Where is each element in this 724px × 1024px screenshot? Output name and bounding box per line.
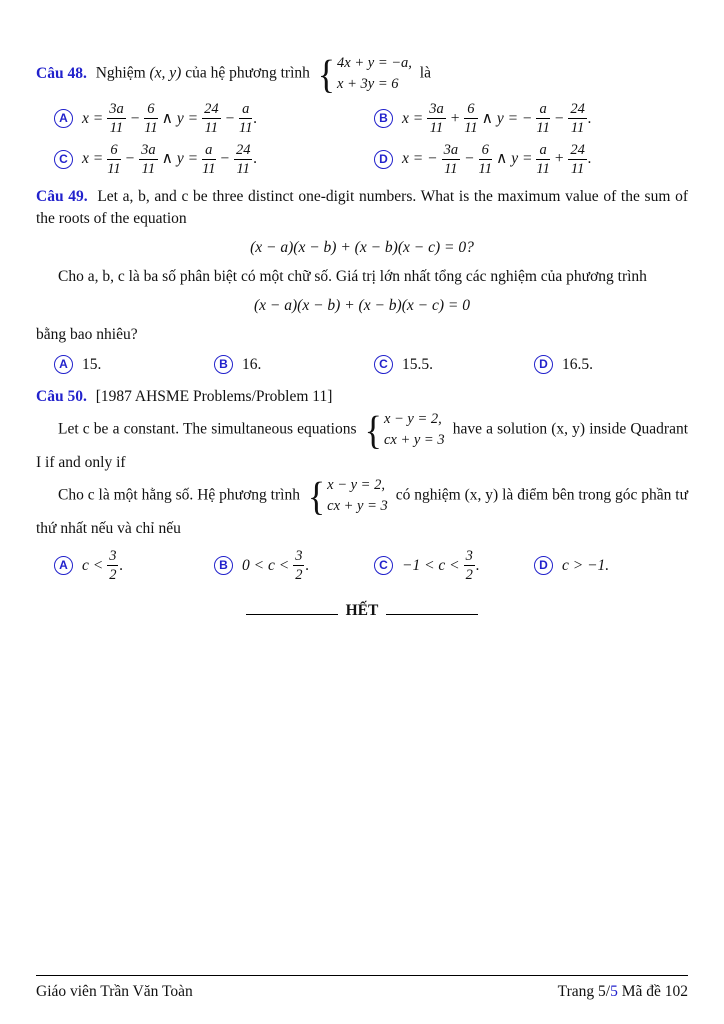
option-math [402,101,592,136]
option-letter-badge: C [374,355,393,374]
fraction-numerator: 3a [139,142,158,160]
question-50 [36,386,688,584]
question-48-suffix: là [419,64,431,82]
fraction-denominator: 11 [236,160,250,177]
fraction [139,142,158,177]
question-48 [36,52,688,177]
option-math [82,548,123,583]
math-mid: ∧ y = [161,109,199,127]
fraction [144,101,157,136]
left-brace-icon: { [307,473,326,519]
option-value: 15.5. [402,355,433,373]
fraction-denominator: 11 [204,120,219,137]
question-50-label: Câu 50. [36,387,87,405]
system-equation-2: x + 3y = 6 [337,76,399,93]
fraction [536,142,549,177]
math-lead: x = [82,109,104,127]
fraction-numerator: 24 [234,142,253,160]
option-letter-badge: B [214,355,233,374]
question-48-intro-1: Nghiệm [95,64,146,82]
left-brace-icon: { [364,407,382,453]
question-49-vietnamese-text: Cho a, b, c là ba số phân biệt có một chữ số. Giá trị lớn nhất tổng các nghiệm của phương trình [58,267,647,285]
system-equation-2: cx + y = 3 [383,431,445,448]
fraction-numerator: 3 [464,548,475,566]
option-value: 16.5. [562,355,593,373]
question-49 [36,186,688,376]
page-footer [36,975,688,1003]
fraction-numerator: 3 [293,548,304,566]
fraction [107,142,120,177]
question-50-header [36,386,688,408]
math-mid: ∧ y = [161,150,199,168]
fraction-numerator: 6 [464,101,477,119]
system-equation-1: 4x + y = −a, [337,55,412,71]
fraction [107,548,118,583]
option-math [82,142,257,177]
fraction-denominator: 2 [109,567,117,584]
question-49-equation-en: (x − a)(x − b) + (x − b)(x − c) = 0? [250,238,474,256]
text-segment: có nghiệm (x, y) là điểm bên trong góc phần tư thứ nhất nếu và chỉ nếu [36,486,689,538]
system-equation-1: x − y = 2, [327,477,385,493]
system-equation-2: cx + y = 3 [327,498,388,515]
fraction-denominator: 11 [429,120,444,137]
fraction-numerator: 6 [107,142,120,160]
option-49-a [54,354,214,376]
option-letter-badge: D [534,556,553,575]
option-50-b [214,548,374,583]
footer-teacher-name: Giáo viên Trần Văn Toàn [36,983,193,1000]
math-lead: x = − [402,150,438,168]
fraction-denominator: 11 [109,120,124,137]
fraction [568,101,587,136]
fraction-numerator: 3a [427,101,446,119]
system-equation-1: x − y = 2, [383,410,442,427]
option-48-a [54,101,374,136]
question-49-english-text: Let a, b, and c be three distinct one-digit numbers. What is the maximum value of the sum of the roots of the equation [36,187,688,227]
option-letter-badge: A [54,109,73,128]
fraction-denominator: 11 [536,120,550,137]
math-operator: − [464,150,475,168]
end-rule-right [386,605,478,615]
option-48-c [54,142,374,177]
fraction [464,548,475,583]
fraction [107,101,126,136]
fraction [568,142,587,177]
page-number-link[interactable]: 5 [610,983,618,1000]
math-operator: − [219,150,230,168]
fraction [479,142,492,177]
footer-rule [36,975,688,976]
fraction-denominator: 11 [536,160,550,177]
math-operator: + [449,109,461,127]
option-math [82,101,257,136]
option-value: 16. [242,355,262,373]
question-48-stem [36,52,688,96]
fraction-numerator: a [239,101,252,119]
question-49-vietnamese-question: bằng bao nhiêu? [36,325,138,343]
equation-system [318,53,412,95]
fraction-denominator: 11 [478,160,492,177]
footer-exam-code: Mã đề 102 [617,983,688,1000]
fraction-denominator: 11 [107,160,121,177]
option-48-d [374,142,688,177]
text-segment: Let c be a constant. The simultaneous equations [58,420,357,438]
fraction-denominator: 11 [464,120,478,137]
fraction-denominator: 11 [570,120,585,137]
fraction [202,142,215,177]
math-operator: − [129,109,141,127]
question-48-intro-2: của hệ phương trình [185,64,310,82]
math-lead: x = [82,150,104,168]
question-50-source: [1987 AHSME Problems/Problem 11] [95,387,333,405]
option-math [402,548,480,583]
text-segment: have a solution (x, y) inside Quadrant I if and only if [36,420,689,471]
solution-pair: (x, y) [149,64,182,82]
end-of-exam-marker [36,600,688,622]
fraction-numerator: 3 [107,548,118,566]
fraction-numerator: 6 [479,142,492,160]
option-48-b [374,101,688,136]
option-math [242,548,309,583]
footer-row [36,981,688,1003]
option-letter-badge: D [374,150,393,169]
math-mid: ∧ y = [495,150,533,168]
fraction-denominator: 11 [202,160,216,177]
fraction-denominator: 11 [239,120,253,137]
option-letter-badge: B [374,109,393,128]
fraction [464,101,477,136]
footer-page-info [558,981,688,1003]
fraction [293,548,304,583]
math-operator: − [124,150,136,168]
fraction-numerator: 3a [107,101,126,119]
question-49-options [36,354,688,376]
math-end: . [253,109,258,127]
math-operator: + [553,150,565,168]
math-end: . [119,556,124,574]
fraction-numerator: a [536,101,549,119]
math-end: . [253,150,258,168]
fraction-numerator: 24 [568,101,587,119]
fraction-denominator: 11 [144,120,158,137]
math-lead: x = [402,109,424,127]
math-lead: −1 < c < [402,556,460,574]
option-letter-badge: A [54,355,73,374]
math-operator: − [224,109,236,127]
question-49-text-en [36,186,688,230]
question-50-text-vi [36,474,688,540]
fraction-numerator: 6 [144,101,157,119]
math-end: . [587,150,592,168]
end-rule-left [246,605,338,615]
fraction [442,142,461,177]
math-end: . [475,556,480,574]
option-letter-badge: C [374,556,393,575]
option-49-b [214,354,374,376]
fraction-denominator: 11 [141,160,156,177]
fraction-denominator: 11 [444,160,458,177]
system-equations [327,475,388,517]
fraction-denominator: 11 [570,160,585,177]
fraction-numerator: a [202,142,215,160]
fraction-numerator: 24 [202,101,221,119]
option-49-c [374,354,534,376]
math-lead: c < [82,556,104,574]
equation-system [365,409,445,451]
footer-page-prefix: Trang 5/ [557,983,611,1000]
fraction [536,101,549,136]
option-value: 15. [82,355,102,373]
left-brace-icon: { [317,51,336,97]
fraction [234,142,253,177]
fraction [239,101,252,136]
option-letter-badge: C [54,150,73,169]
question-48-label: Câu 48. [36,64,87,82]
fraction-denominator: 2 [295,567,303,584]
system-equations [337,53,412,95]
math-operator: − [553,109,565,127]
end-label: HẾT [345,601,379,619]
math-lead: 0 < c < [242,556,290,574]
equation-system [308,475,388,517]
question-50-options [36,548,688,583]
option-letter-badge: B [214,556,233,575]
option-letter-badge: A [54,556,73,575]
fraction-numerator: 24 [568,142,587,160]
text-segment: Cho c là một hằng số. Hệ phương trình [58,486,300,504]
fraction [202,101,221,136]
system-equations [384,409,445,451]
question-48-options [36,101,688,177]
option-50-d [534,555,688,577]
fraction-numerator: 3a [442,142,461,160]
option-letter-badge: D [534,355,553,374]
option-50-c [374,548,534,583]
math-lead: c > −1. [562,556,610,574]
math-end: . [305,556,310,574]
question-50-text-en [36,408,688,474]
question-49-equation-vi: (x − a)(x − b) + (x − b)(x − c) = 0 [254,296,470,314]
option-50-a [54,548,214,583]
question-49-label: Câu 49. [36,187,88,205]
fraction-numerator: a [536,142,549,160]
fraction-denominator: 2 [465,567,473,584]
option-49-d [534,354,688,376]
option-math [402,142,592,177]
math-end: . [587,109,592,127]
option-math [562,555,609,577]
fraction [427,101,446,136]
math-mid: ∧ y = − [481,109,533,127]
